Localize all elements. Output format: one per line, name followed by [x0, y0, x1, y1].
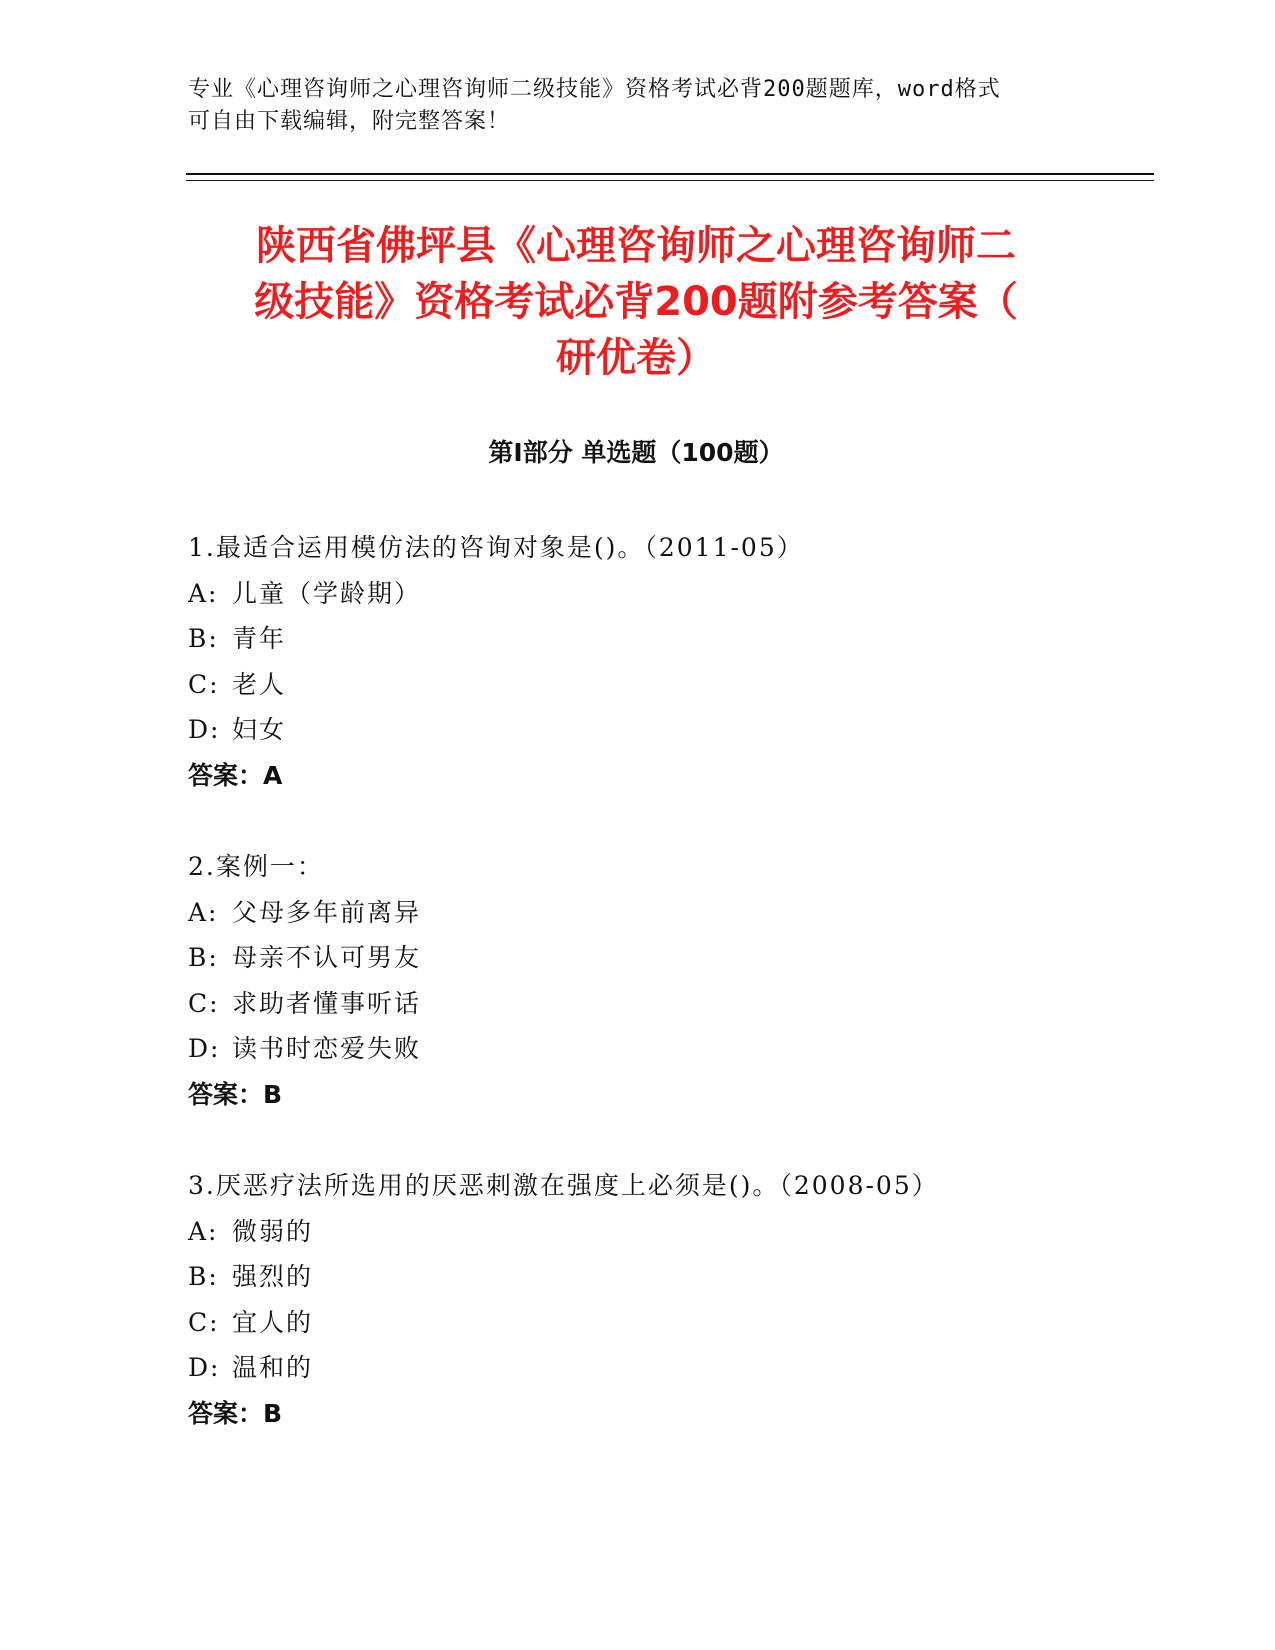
- option-letter: B:: [188, 1262, 219, 1291]
- option-letter: C:: [188, 669, 220, 699]
- option-text: 强烈的: [232, 1262, 314, 1291]
- option-text: 妇女: [232, 715, 287, 744]
- question-list: [188, 525, 1148, 1482]
- option-text: 老人: [232, 669, 287, 699]
- answer-value: B: [263, 1079, 283, 1109]
- option-text: 温和的: [232, 1353, 314, 1382]
- option-b: [188, 935, 1148, 981]
- option-letter: C:: [188, 1307, 220, 1337]
- section-heading: 第Ⅰ部分 单选题（100题）: [488, 438, 784, 467]
- header-rule-thin: [186, 180, 1154, 181]
- question-stem: 2.案例一：: [188, 852, 324, 881]
- question-3: [188, 1163, 1148, 1436]
- option-d: [188, 1026, 1148, 1072]
- option-b: [188, 616, 1148, 662]
- option-letter: A:: [188, 1216, 219, 1246]
- document-title: [186, 218, 1086, 386]
- question-stem: 1.最适合运用模仿法的咨询对象是()。（2011-05）: [188, 533, 804, 562]
- option-letter: C:: [188, 988, 220, 1018]
- header-note: [188, 74, 1068, 138]
- option-text: 求助者懂事听话: [232, 988, 422, 1018]
- question-stem: 3.厌恶疗法所选用的厌恶刺激在强度上必须是()。（2008-05）: [188, 1171, 939, 1200]
- answer-value: B: [263, 1398, 283, 1428]
- option-text: 微弱的: [232, 1216, 314, 1246]
- answer-label: 答案：: [188, 1079, 264, 1109]
- answer-label: 答案：: [188, 1398, 264, 1428]
- header-note-line-1: 专业《心理咨询师之心理咨询师二级技能》资格考试必背200题题库，word格式: [188, 77, 1001, 102]
- option-b: [188, 1254, 1148, 1300]
- option-text: 父母多年前离异: [232, 897, 422, 927]
- option-a: [188, 1209, 1148, 1255]
- answer-line: [188, 753, 1148, 799]
- option-letter: B:: [188, 624, 219, 653]
- option-a: [188, 890, 1148, 936]
- header-note-line-2: 可自由下载编辑，附完整答案！: [188, 109, 511, 134]
- option-text: 母亲不认可男友: [232, 943, 422, 972]
- document-title-line-3: 研优卷）: [556, 335, 716, 381]
- document-title-line-1: 陕西省佛坪县《心理咨询师之心理咨询师二: [256, 223, 1016, 269]
- document-title-line-2: 级技能》资格考试必背200题附参考答案（: [254, 279, 1018, 325]
- option-text: 读书时恋爱失败: [232, 1034, 422, 1063]
- header-rule-thick: [186, 173, 1154, 175]
- option-letter: B:: [188, 943, 219, 972]
- option-text: 宜人的: [232, 1307, 314, 1337]
- answer-line: [188, 1072, 1148, 1118]
- option-letter: D:: [188, 1353, 221, 1382]
- option-letter: A:: [188, 578, 219, 608]
- question-1: [188, 525, 1148, 798]
- option-d: [188, 707, 1148, 753]
- question-2: [188, 844, 1148, 1117]
- option-c: [188, 981, 1148, 1027]
- option-text: 青年: [232, 624, 287, 653]
- option-letter: D:: [188, 1034, 221, 1063]
- option-letter: A:: [188, 897, 219, 927]
- option-d: [188, 1345, 1148, 1391]
- option-c: [188, 1300, 1148, 1346]
- option-letter: D:: [188, 715, 221, 744]
- option-a: [188, 571, 1148, 617]
- answer-value: A: [263, 760, 283, 790]
- option-text: 儿童（学龄期）: [232, 578, 422, 608]
- option-c: [188, 662, 1148, 708]
- answer-line: [188, 1391, 1148, 1437]
- answer-label: 答案：: [188, 760, 264, 790]
